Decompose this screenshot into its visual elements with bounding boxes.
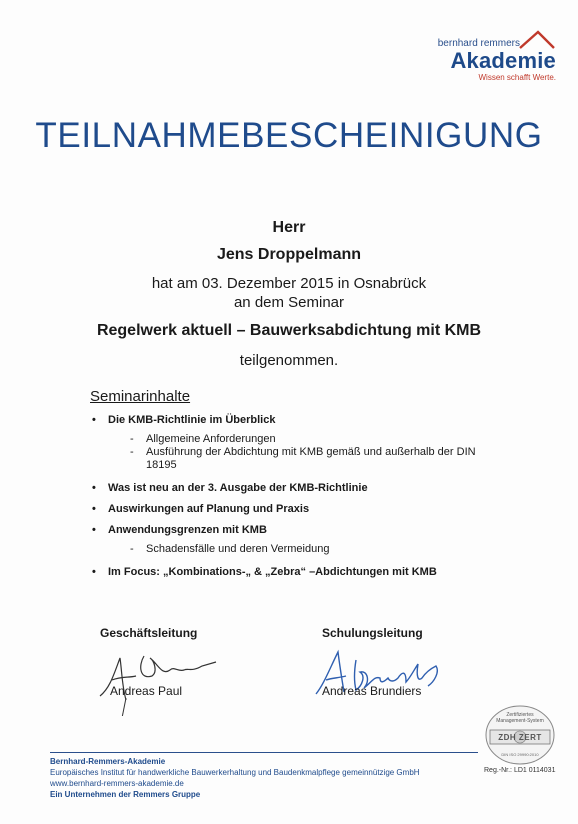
contents-topic-label: Anwendungsgrenzen mit KMB — [108, 524, 267, 536]
seal-mark: ZDH ZERT — [498, 733, 542, 742]
dash-icon: - — [130, 433, 134, 445]
recipient-salutation: Herr — [272, 219, 306, 236]
contents-topic-label: Auswirkungen auf Planung und Praxis — [108, 503, 310, 515]
academy-logo — [416, 28, 556, 84]
seal-label-line1: Zertifiziertes — [506, 712, 534, 718]
recipient-name: Jens Droppelmann — [216, 246, 362, 263]
contents-subtopic — [108, 446, 506, 472]
contents-topic-label: Die KMB-Richtlinie im Überblick — [108, 414, 276, 426]
seminar-title: Regelwerk aktuell – Bauwerksabdichtung mit KMB — [96, 322, 482, 339]
seal-label-line2: Management-System — [496, 718, 544, 724]
footer-website: www.bernhard-remmers-akademie.de — [50, 779, 184, 788]
contents-subtopic-label: Ausführung der Abdichtung mit KMB gemäß und außerhalb der DIN 18195 — [146, 446, 476, 471]
attendance-date-location: hat am 03. Dezember 2015 in Osnabrück — [151, 275, 427, 292]
attendance-seminar-intro: an dem Seminar — [233, 294, 345, 311]
contents-topic — [92, 482, 512, 495]
roof-logo-icon — [516, 28, 556, 50]
contents-subtopic — [108, 433, 506, 446]
signature-block-training — [322, 626, 522, 698]
logo-tagline: Wissen schafft Werte. — [478, 73, 556, 82]
contents-subtopic-label: Schadensfälle und deren Vermeidung — [146, 543, 330, 555]
bullet-icon: • — [92, 566, 96, 578]
contents-subtopic — [108, 543, 506, 556]
footer-group: Ein Unternehmen der Remmers Gruppe — [50, 790, 201, 799]
contents-subtopic-label: Allgemeine Anforderungen — [146, 433, 276, 445]
certification-seal — [484, 704, 556, 766]
attendance-closing: teilgenommen. — [239, 352, 339, 369]
seal-norm: DIN ISO 29990:2010 — [501, 752, 539, 757]
bullet-icon: • — [92, 482, 96, 494]
logo-brand-top: bernhard remmers — [437, 38, 520, 49]
contents-list — [92, 414, 512, 579]
contents-subtopic-list — [108, 433, 512, 472]
contents-topic — [92, 503, 512, 516]
contents-topic — [92, 566, 512, 579]
bullet-icon: • — [92, 414, 96, 426]
bullet-icon: • — [92, 503, 96, 515]
contents-topic-label: Was ist neu an der 3. Ausgabe der KMB-Richtlinie — [108, 482, 368, 494]
footer-divider — [50, 752, 478, 753]
signature-role-management: Geschäftsleitung — [100, 626, 198, 640]
registration-number: Reg.-Nr.: LD1 0114031 — [484, 767, 556, 774]
dash-icon: - — [130, 543, 134, 555]
footer-org: Bernhard-Remmers-Akademie — [50, 757, 166, 766]
signature-name-management: Andreas Paul — [110, 684, 183, 698]
signature-role-training: Schulungsleitung — [322, 626, 423, 640]
contents-topic — [92, 414, 512, 472]
logo-brand-main: Akademie — [450, 48, 556, 73]
contents-topic-label: Im Focus: „Kombinations-„ & „Zebra“ –Abdichtungen mit KMB — [108, 566, 437, 578]
footer — [50, 756, 420, 800]
contents-heading: Seminarinhalte — [90, 388, 191, 405]
bullet-icon: • — [92, 524, 96, 536]
signature-block-management — [100, 626, 300, 698]
dash-icon: - — [130, 446, 134, 458]
footer-institute: Europäisches Institut für handwerkliche Bauwerkerhaltung und Baudenkmalpflege gemeinnützige GmbH — [50, 768, 420, 777]
handwritten-signature-management — [92, 636, 222, 716]
signature-name-training: Andreas Brundiers — [322, 684, 422, 698]
contents-subtopic-list — [108, 543, 512, 556]
contents-topic — [92, 524, 512, 556]
document-title: TEILNAHMEBESCHEINIGUNG — [35, 116, 543, 155]
